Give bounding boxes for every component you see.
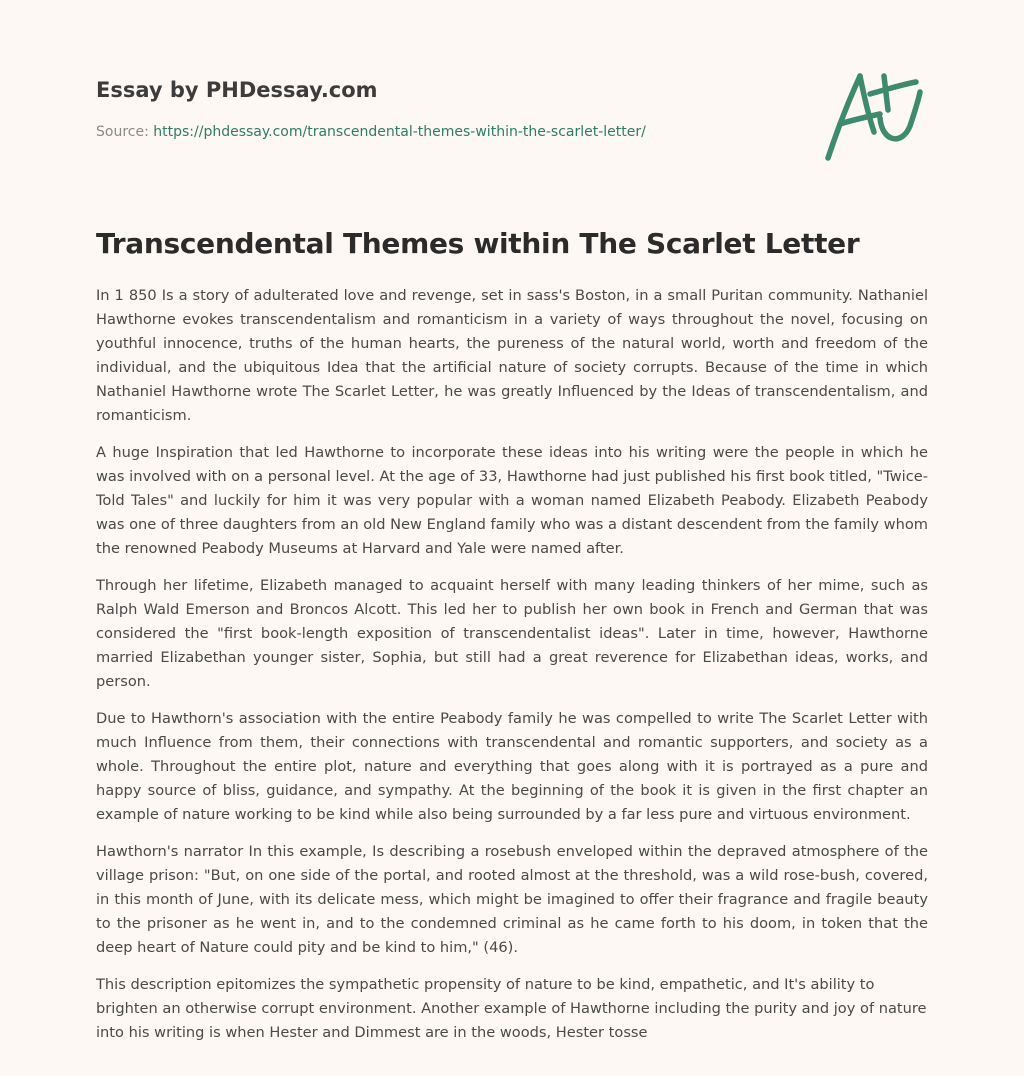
paragraph: Through her lifetime, Elizabeth managed to acquaint herself with many leading thinkers of her mime, such as Ralph Wald Emerson and Broncos Alcott. This led her to publish her own book in French and German that was considered the "first book-length exposition of transcendentalist ideas". Later in time, however, Hawthorne married Elizabethan younger sister, Sophia, but still had a great reverence for Elizabethan ideas, works, and person. bbox=[96, 577, 928, 690]
essay-title: Transcendental Themes within The Scarlet Letter bbox=[96, 227, 860, 260]
page-header bbox=[96, 72, 796, 142]
paragraph: This description epitomizes the sympathetic propensity of nature to be kind, empathetic, and It's ability to brighten an otherwise corrupt environment. Another example of Hawthorne including the purity and joy of nature into his writing is when Hester and Dimmest are in the woods, Hester tosse bbox=[96, 976, 927, 1041]
source-line bbox=[96, 122, 796, 142]
paragraph: Hawthorn's narrator In this example, Is describing a rosebush enveloped within the depraved atmosphere of the village prison: "But, on one side of the portal, and rooted almost at the threshold, was a wild rose-bush, covered, in this month of June, with its delicate mess, which might be imagined to offer their fragrance and fragile beauty to the prisoner as he went in, and to the condemned criminal as he came forth to his doom, in token that the deep heart of Nature could pity and be kind to him," (46). bbox=[96, 843, 928, 956]
site-title: Essay by PHDessay.com bbox=[96, 78, 378, 102]
paragraph: A huge Inspiration that led Hawthorne to incorporate these ideas into his writing were the people in which he was involved with on a personal level. At the age of 33, Hawthorne had just published his first book titled, "Twice- Told Tales" and luckily for him it was very popular with a woman named Elizabeth Peabody. Elizabeth Peabody was one of three daughters from an old New England family who was a distant descendent from the family whom the renowned Peabody Museums at Harvard and Yale were named after. bbox=[96, 444, 928, 557]
a-plus-logo bbox=[818, 62, 930, 166]
paragraph: In 1 850 Is a story of adulterated love and revenge, set in sass's Boston, in a small Puritan community. Nathaniel Hawthorne evokes transcendentalism and romanticism in a variety of ways throughout the novel, focusing on youthful innocence, truths of the human hearts, the pureness of the natural world, worth and freedom of the individual, and the ubiquitous Idea that the artificial nature of society corrupts. Because of the time in which Nathaniel Hawthorne wrote The Scarlet Letter, he was greatly Influenced by the Ideas of transcendentalism, and romanticism. bbox=[96, 287, 928, 424]
essay-body bbox=[96, 284, 928, 1058]
paragraph: Due to Hawthorn's association with the entire Peabody family he was compelled to write The Scarlet Letter with much Influence from them, their connections with transcendental and romantic supporters, and society as a whole. Throughout the entire plot, nature and everything that goes along with it is portrayed as a pure and happy source of bliss, guidance, and sympathy. At the beginning of the book it is given in the first chapter an example of nature working to be kind while also being surrounded by a far less pure and virtuous environment. bbox=[96, 710, 928, 823]
source-label: Source: bbox=[96, 124, 149, 140]
source-link[interactable]: https://phdessay.com/transcendental-themes-within-the-scarlet-letter/ bbox=[153, 124, 646, 140]
